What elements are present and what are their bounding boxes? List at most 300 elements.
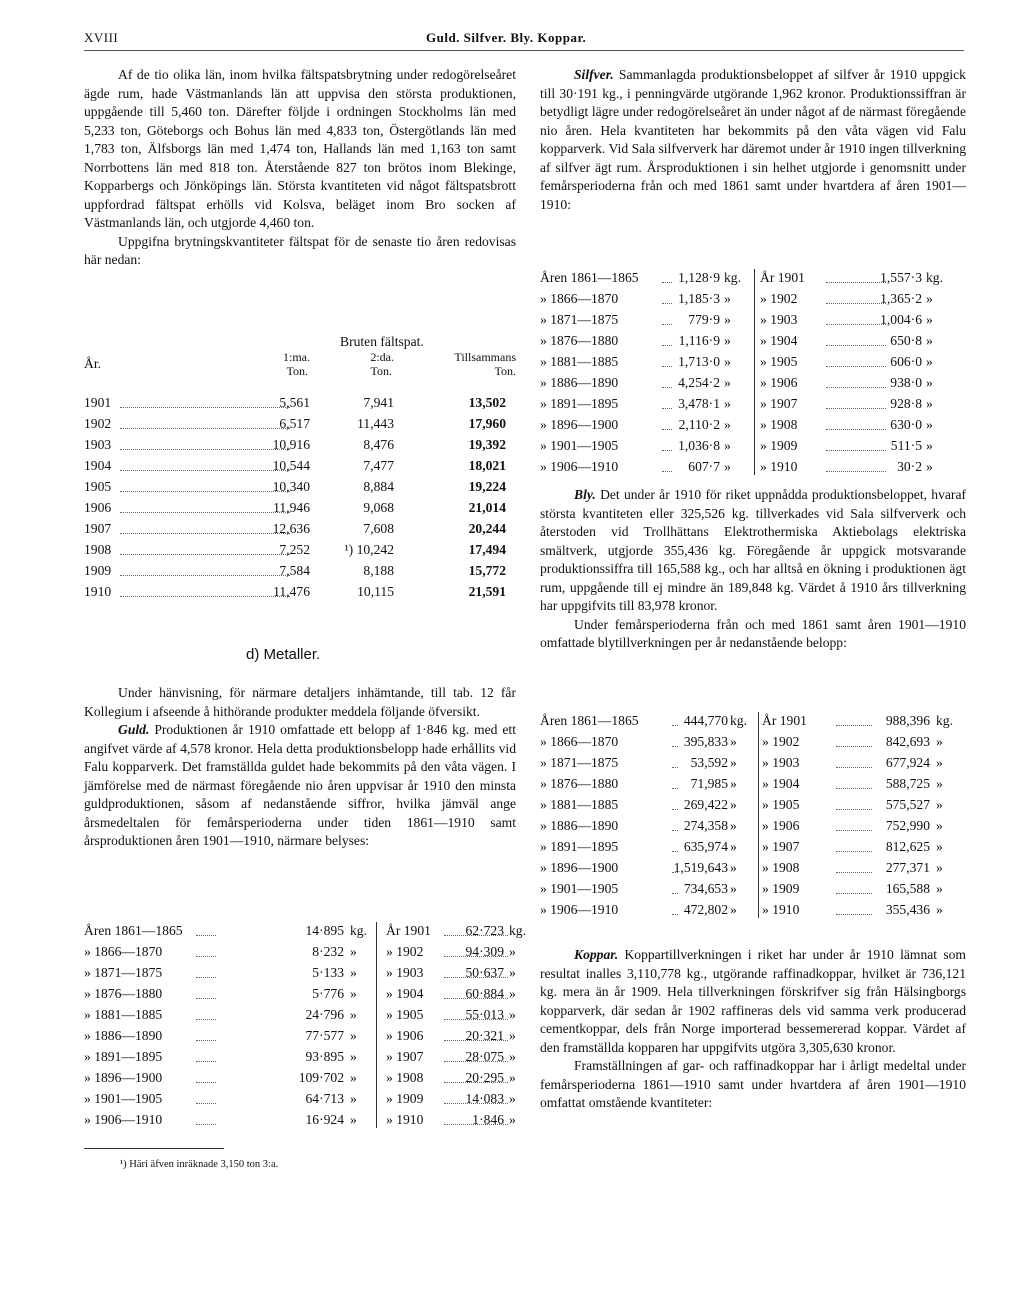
year-value: 30·2: [897, 459, 922, 474]
feldspar-first: 6,517: [279, 416, 310, 431]
leader-dots: [836, 914, 872, 915]
lead-text-body: Det under år 1910 för riket uppnådda produktionsbeloppet, hvaraf största kvantiteten eller 325,526 kg. tillverkades vid Sala silfververk och återstoden vid Trollhättans Elektrothermiska Aktiebolags elektriska smältverk, utgjorde 355,436 kg. Föregående år uppgick motsvarande produktionssiffra till 165,588 kg., och har alltså en ökning i produktionen ägt rum, uppgående till ej mindre än 189,848 kg. Värdet å 1910 års tillverkning har uppgifvits till 83,978 kronor.: [540, 487, 967, 613]
feldspar-first: 11,946: [273, 500, 310, 515]
period-label: » 1906—1910: [540, 902, 619, 917]
year-label: » 1909: [760, 438, 798, 453]
year-value: 630·0: [890, 417, 922, 432]
year-value: 28·075: [465, 1049, 504, 1064]
feldspar-first: 10,544: [272, 458, 310, 473]
year-label: » 1910: [762, 902, 800, 917]
period-value: 14·895: [305, 923, 344, 938]
period-label: » 1871—1875: [84, 965, 163, 980]
year-unit: »: [926, 291, 933, 306]
year-value: 1·846: [472, 1112, 504, 1127]
year-label: » 1905: [760, 354, 798, 369]
year-label: » 1902: [762, 734, 800, 749]
leader-dots: [826, 429, 886, 430]
period-unit: »: [350, 1007, 357, 1022]
year-label: » 1908: [760, 417, 798, 432]
period-unit: »: [350, 986, 357, 1001]
period-label: » 1896—1900: [84, 1070, 163, 1085]
period-label: » 1866—1870: [540, 734, 619, 749]
year-value: 20·295: [465, 1070, 504, 1085]
leader-dots: [120, 407, 290, 408]
year-table-row: [540, 899, 966, 920]
year-value: 938·0: [890, 375, 922, 390]
feldspar-year: 1904: [84, 458, 112, 473]
column-divider: [758, 712, 759, 918]
period-label: » 1886—1890: [540, 375, 619, 390]
year-value: 812,625: [885, 839, 930, 854]
leader-dots: [826, 282, 886, 283]
leader-dots: [196, 935, 216, 936]
year-value: 277,371: [885, 860, 930, 875]
year-value: 55·013: [465, 1007, 504, 1022]
year-unit: »: [509, 965, 516, 980]
footnote: ¹) Häri äfven inräknade 3,150 ton 3:a.: [120, 1159, 279, 1170]
period-unit: »: [350, 1091, 357, 1106]
col-second-header: 2:da.: [370, 350, 394, 364]
leader-dots: [662, 408, 672, 409]
period-value: 269,422: [683, 797, 728, 812]
period-unit: »: [724, 438, 731, 453]
period-label: » 1906—1910: [540, 459, 619, 474]
leader-dots: [836, 872, 872, 873]
year-label: » 1909: [762, 881, 800, 896]
feldspar-table: [84, 334, 516, 602]
feldspar-row: [84, 497, 516, 518]
leader-dots: [196, 1103, 216, 1104]
year-unit: »: [926, 459, 933, 474]
year-unit: »: [926, 354, 933, 369]
year-table-row: [540, 456, 966, 477]
leader-dots: [826, 450, 886, 451]
leader-dots: [662, 387, 672, 388]
year-unit: kg.: [509, 923, 526, 938]
feldspar-row: [84, 560, 516, 581]
leader-dots: [672, 788, 678, 789]
period-value: 274,358: [683, 818, 728, 833]
feldspar-second: 9,068: [363, 500, 394, 515]
leader-dots: [662, 471, 672, 472]
leader-dots: [196, 977, 216, 978]
year-label: » 1907: [760, 396, 798, 411]
column-divider: [376, 922, 377, 1128]
feldspar-year: 1909: [84, 563, 112, 578]
period-value: 109·702: [298, 1070, 344, 1085]
silver-text: [540, 66, 966, 214]
feldspar-second: 10,115: [357, 584, 394, 599]
feldspar-second: 7,608: [363, 521, 394, 536]
page-number: XVIII: [84, 30, 119, 45]
feldspar-second: 11,443: [357, 416, 394, 431]
period-unit: »: [730, 776, 737, 791]
feldspar-total: 21,014: [468, 500, 506, 515]
feldspar-first: 10,340: [272, 479, 310, 494]
year-unit: »: [509, 944, 516, 959]
year-value: 842,693: [885, 734, 930, 749]
year-label: » 1906: [386, 1028, 424, 1043]
leader-dots: [672, 914, 678, 915]
feldspar-year: 1902: [84, 416, 112, 431]
period-unit: »: [730, 734, 737, 749]
period-value: 71,985: [690, 776, 728, 791]
year-value: 988,396: [885, 713, 930, 728]
leader-dots: [662, 324, 672, 325]
year-label: » 1910: [760, 459, 798, 474]
year-label: » 1908: [762, 860, 800, 875]
silver-text-body: Sammanlagda produktionsbeloppet af silfver år 1910 uppgick till 30·191 kg., i penningvärde utgörande 1,962 kronor. Produktionssiffran är betydligt lägre under redogörelseåret än under något af de närmast föregående nio åren. Hela kvantiteten har bekommits på den våta vägen vid Falu kopparverk. Vid Sala silfververk har däremot under år 1910 ingen tillverkning af silfver ägt rum. Årsproduktionen i sin helhet utgjorde i genomsnitt under femårsperioderna från och med 1861 samt under hvartdera af åren 1901—1910:: [540, 67, 966, 212]
period-label: » 1896—1900: [540, 860, 619, 875]
feldspar-total: 17,494: [468, 542, 506, 557]
year-label: » 1906: [760, 375, 798, 390]
period-value: 635,974: [683, 839, 728, 854]
period-unit: »: [724, 417, 731, 432]
leader-dots: [836, 851, 872, 852]
lead-paragraph: [540, 486, 966, 616]
period-unit: »: [730, 839, 737, 854]
leader-dots: [196, 1019, 216, 1020]
leader-dots: [662, 345, 672, 346]
leader-dots: [120, 491, 290, 492]
year-label: » 1903: [762, 755, 800, 770]
year-unit: »: [926, 396, 933, 411]
feldspar-year: 1903: [84, 437, 112, 452]
leader-dots: [826, 408, 886, 409]
year-table-row: [84, 941, 516, 962]
year-value: 677,924: [885, 755, 930, 770]
period-unit: »: [730, 797, 737, 812]
leader-dots: [826, 471, 886, 472]
year-table-row: [540, 773, 966, 794]
leader-dots: [120, 449, 290, 450]
year-value: 14·083: [465, 1091, 504, 1106]
col-first-header: 1:ma.: [283, 350, 310, 364]
year-value: 650·8: [890, 333, 922, 348]
year-table-row: [540, 372, 966, 393]
feldspar-row: [84, 413, 516, 434]
year-label: » 1903: [760, 312, 798, 327]
feldspar-second: 7,941: [363, 395, 394, 410]
period-value: 64·713: [305, 1091, 344, 1106]
period-unit: »: [724, 375, 731, 390]
year-value: 1,004·6: [880, 312, 922, 327]
feldspar-first: 10,916: [272, 437, 310, 452]
period-label: » 1901—1905: [540, 881, 619, 896]
period-value: 1,519,643: [673, 860, 728, 875]
leader-dots: [826, 387, 886, 388]
year-value: 94·309: [465, 944, 504, 959]
year-unit: »: [509, 1091, 516, 1106]
year-label: År 1901: [760, 270, 805, 285]
feldspar-text: [84, 66, 516, 270]
leader-dots: [120, 533, 290, 534]
leader-dots: [672, 809, 678, 810]
leader-dots: [672, 725, 678, 726]
period-label: » 1876—1880: [540, 776, 619, 791]
period-unit: »: [350, 1112, 357, 1127]
year-table-row: [540, 815, 966, 836]
feldspar-first: 7,252: [279, 542, 310, 557]
feldspar-year: 1905: [84, 479, 112, 494]
year-value: 62·723: [465, 923, 504, 938]
period-value: 2,110·2: [678, 417, 720, 432]
year-table-row: [84, 1046, 516, 1067]
feldspar-first: 11,476: [273, 584, 310, 599]
period-label: » 1901—1905: [84, 1091, 163, 1106]
feldspar-total: 18,021: [468, 458, 506, 473]
leader-dots: [662, 429, 672, 430]
year-table-row: [540, 267, 966, 288]
year-table-row: [540, 414, 966, 435]
leader-dots: [826, 345, 886, 346]
period-label: » 1876—1880: [540, 333, 619, 348]
period-unit: »: [724, 333, 731, 348]
period-value: 472,802: [683, 902, 728, 917]
copper-text-body: Koppartillverkningen i riket har under år 1910 lämnat som resultat inalles 3,110,778 kg., utgörande raffinadkoppar, hvilket är 736,121 kg. mera än år 1909. Hela tillverkningen förskrifver sig från Hälsingborgs kopparverk, där sedan år 1902 raffineras dels vid samma verk producerad cementkoppar, dels från Norge importerad bessemererad koppar. Värdet af den framställda kopparen har uppgifvits utgöra 3,305,630 kronor.: [540, 947, 966, 1055]
feldspar-row: [84, 455, 516, 476]
period-unit: »: [724, 354, 731, 369]
period-value: 1,185·3: [678, 291, 720, 306]
year-unit: »: [509, 1049, 516, 1064]
leader-dots: [196, 1040, 216, 1041]
year-value: 20·321: [465, 1028, 504, 1043]
year-value: 50·637: [465, 965, 504, 980]
period-value: 734,653: [683, 881, 728, 896]
period-unit: »: [724, 396, 731, 411]
year-label: » 1905: [386, 1007, 424, 1022]
year-unit: »: [926, 375, 933, 390]
leader-dots: [672, 893, 678, 894]
feldspar-year: 1901: [84, 395, 112, 410]
feldspar-first: 7,584: [279, 563, 310, 578]
year-unit: »: [509, 1070, 516, 1085]
feldspar-row: [84, 434, 516, 455]
year-unit: »: [509, 1007, 516, 1022]
year-value: 355,436: [885, 902, 930, 917]
year-label: » 1902: [386, 944, 424, 959]
year-label: » 1904: [760, 333, 798, 348]
period-unit: »: [350, 944, 357, 959]
period-value: 4,254·2: [678, 375, 720, 390]
period-unit: »: [724, 459, 731, 474]
year-label: » 1909: [386, 1091, 424, 1106]
year-table-row: [84, 1088, 516, 1109]
period-label: » 1881—1885: [540, 797, 619, 812]
year-table-row: [540, 752, 966, 773]
period-unit: »: [350, 1070, 357, 1085]
year-value: 511·5: [890, 438, 922, 453]
period-label: » 1881—1885: [84, 1007, 163, 1022]
lead-text: [540, 486, 966, 653]
period-unit: »: [724, 291, 731, 306]
year-unit: »: [509, 1112, 516, 1127]
period-value: 607·7: [688, 459, 720, 474]
leader-dots: [120, 428, 290, 429]
page-header: [84, 28, 964, 51]
leader-dots: [196, 1082, 216, 1083]
feldspar-second: 7,477: [363, 458, 394, 473]
gold-text: Produktionen år 1910 omfattade ett belopp af 1·846 kg. med ett angifvet värde af 4,578 kronor. Hela detta produktionsbelopp hade erhållits vid Falu kopparverk. Det framställda guldet hade bekommits på den våta vägen. I jämförelse med de närmast föregående nio åren uppvisar år 1910 den minsta guldproduktionen, såsom af nedanstående siffror, hvilka jämväl ange årsmedeltalen för femårsperioderna under tiden 1861—1910 samt årsproduktionen åren 1901—1910, närmare belyses:: [84, 722, 516, 848]
gold-paragraph: [84, 721, 516, 851]
period-label: » 1886—1890: [84, 1028, 163, 1043]
period-label: » 1906—1910: [84, 1112, 163, 1127]
period-label: » 1871—1875: [540, 312, 619, 327]
feldspar-total: 15,772: [468, 563, 506, 578]
leader-dots: [662, 366, 672, 367]
period-label: Åren 1861—1865: [540, 713, 639, 728]
feldspar-year: 1907: [84, 521, 112, 536]
period-label: » 1896—1900: [540, 417, 619, 432]
period-value: 1,116·9: [678, 333, 720, 348]
period-value: 3,478·1: [678, 396, 720, 411]
leader-dots: [196, 1061, 216, 1062]
year-unit: »: [926, 438, 933, 453]
feldspar-year: 1906: [84, 500, 112, 515]
year-value: 588,725: [885, 776, 930, 791]
period-unit: »: [350, 1028, 357, 1043]
feldspar-total: 17,960: [468, 416, 506, 431]
leader-dots: [196, 1124, 216, 1125]
period-value: 24·796: [305, 1007, 344, 1022]
year-label: » 1903: [386, 965, 424, 980]
leader-dots: [120, 596, 290, 597]
leader-dots: [836, 767, 872, 768]
leader-dots: [120, 512, 290, 513]
lead-label: Bly.: [574, 487, 596, 502]
feldspar-total: 19,224: [468, 479, 506, 494]
year-unit: »: [936, 860, 943, 875]
year-label: » 1907: [762, 839, 800, 854]
leader-dots: [672, 851, 678, 852]
metals-heading: d) Metaller.: [246, 646, 321, 663]
year-value: 928·8: [890, 396, 922, 411]
leader-dots: [826, 303, 886, 304]
year-unit: »: [936, 902, 943, 917]
period-value: 1,128·9: [678, 270, 720, 285]
period-value: 5·776: [312, 986, 344, 1001]
lead-paragraph-2: Under femårsperioderna från och med 1861 samt åren 1901—1910 omfattade blytillverkningen per år nedanstående belopp:: [540, 616, 966, 650]
year-unit: »: [509, 986, 516, 1001]
feldspar-group-header: Bruten fältspat.: [340, 334, 424, 349]
leader-dots: [836, 746, 872, 747]
period-label: » 1871—1875: [540, 755, 619, 770]
intro-paragraph: Af de tio olika län, inom hvilka fältspatsbrytning under redogörelseåret ägde rum, hade Västmanlands län att uppvisa den största produktionen, uppgående till 5,460 ton. Därefter följde i ordningen Stockholms län med 5,233 ton, Göteborgs och Bohus län med 4,833 ton, Östergötlands län med 1,783 ton, Älfsborgs län med 1,474 ton, Hallands län med 1,163 ton samt Norrbottens län med 818 ton. Återstående 827 ton brötos inom Blekinge, Kopparbergs och Jönköpings län. Största kvantiteten vid något fältspatsbrott uppfordrad fältspat erhölls vid Kolsva, beläget inom Bro socken af Västmanlands län, och utgjorde 4,460 ton.: [84, 67, 516, 230]
period-unit: kg.: [730, 713, 747, 728]
leader-dots: [196, 956, 216, 957]
leader-dots: [826, 366, 886, 367]
year-value: 752,990: [885, 818, 930, 833]
unit-header-3: Ton.: [494, 364, 516, 378]
silver-paragraph: [540, 66, 966, 214]
year-label: » 1908: [386, 1070, 424, 1085]
year-unit: »: [936, 818, 943, 833]
period-value: 1,713·0: [678, 354, 720, 369]
year-unit: »: [936, 839, 943, 854]
period-label: » 1866—1870: [540, 291, 619, 306]
year-label: » 1904: [386, 986, 424, 1001]
year-table-row: [84, 1025, 516, 1046]
year-table-row: [540, 710, 966, 731]
feldspar-second: 8,884: [363, 479, 394, 494]
year-table-row: [540, 309, 966, 330]
feldspar-first: 5,561: [279, 395, 310, 410]
period-value: 53,592: [690, 755, 728, 770]
year-unit: »: [926, 417, 933, 432]
period-unit: »: [730, 860, 737, 875]
year-unit: kg.: [936, 713, 953, 728]
leader-dots: [120, 554, 290, 555]
leader-dots: [836, 809, 872, 810]
unit-header-1: Ton.: [286, 364, 308, 378]
leader-dots: [662, 282, 672, 283]
intro-paragraph-2: Uppgifna brytningskvantiteter fältspat för de senaste tio åren redovisas här nedan:: [84, 233, 516, 267]
year-value: 606·0: [890, 354, 922, 369]
copper-paragraph-2: Framställningen af gar- och raffinadkoppar har i årligt medeltal under femårsperioderna 1861—1910 samt under hvartdera af åren 1901—1910 omfattat omstående kvantiteter:: [540, 1058, 966, 1110]
year-value: 60·884: [465, 986, 504, 1001]
col-total-header: Tillsammans: [454, 350, 516, 364]
leader-dots: [196, 998, 216, 999]
period-label: » 1886—1890: [540, 818, 619, 833]
year-table-row: [540, 731, 966, 752]
year-table-row: [540, 330, 966, 351]
period-label: Åren 1861—1865: [84, 923, 183, 938]
period-value: 779·9: [688, 312, 720, 327]
feldspar-year: 1910: [84, 584, 112, 599]
year-table-row: [540, 857, 966, 878]
year-table-row: [540, 794, 966, 815]
feldspar-total: 20,244: [468, 521, 506, 536]
period-value: 8·232: [312, 944, 344, 959]
feldspar-total: 19,392: [468, 437, 506, 452]
period-unit: kg.: [350, 923, 367, 938]
leader-dots: [826, 324, 886, 325]
year-value: 165,588: [885, 881, 930, 896]
leader-dots: [672, 746, 678, 747]
leader-dots: [836, 788, 872, 789]
year-value: 1,557·3: [880, 270, 922, 285]
period-value: 444,770: [683, 713, 728, 728]
period-unit: »: [730, 818, 737, 833]
gold-label: Guld.: [118, 722, 150, 737]
silver-label: Silfver.: [574, 67, 614, 82]
period-unit: »: [350, 1049, 357, 1064]
year-table-row: [84, 920, 526, 941]
period-value: 16·924: [305, 1112, 344, 1127]
running-title: Guld. Silfver. Bly. Koppar.: [426, 30, 587, 45]
leader-dots: [836, 830, 872, 831]
year-label: » 1902: [760, 291, 798, 306]
year-table-row: [540, 878, 966, 899]
year-table-row: [84, 1109, 516, 1130]
leader-dots: [836, 893, 872, 894]
period-label: » 1891—1895: [84, 1049, 163, 1064]
year-table-row: [540, 351, 966, 372]
year-value: 1,365·2: [880, 291, 922, 306]
feldspar-row: [84, 518, 516, 539]
feldspar-row: [84, 476, 516, 497]
year-table-row: [540, 288, 966, 309]
period-label: » 1891—1895: [540, 839, 619, 854]
period-label: » 1891—1895: [540, 396, 619, 411]
copper-label: Koppar.: [574, 947, 619, 962]
feldspar-rows: [84, 392, 516, 602]
year-label: » 1905: [762, 797, 800, 812]
year-unit: »: [509, 1028, 516, 1043]
period-unit: »: [730, 902, 737, 917]
period-value: 395,833: [683, 734, 728, 749]
year-unit: »: [926, 333, 933, 348]
